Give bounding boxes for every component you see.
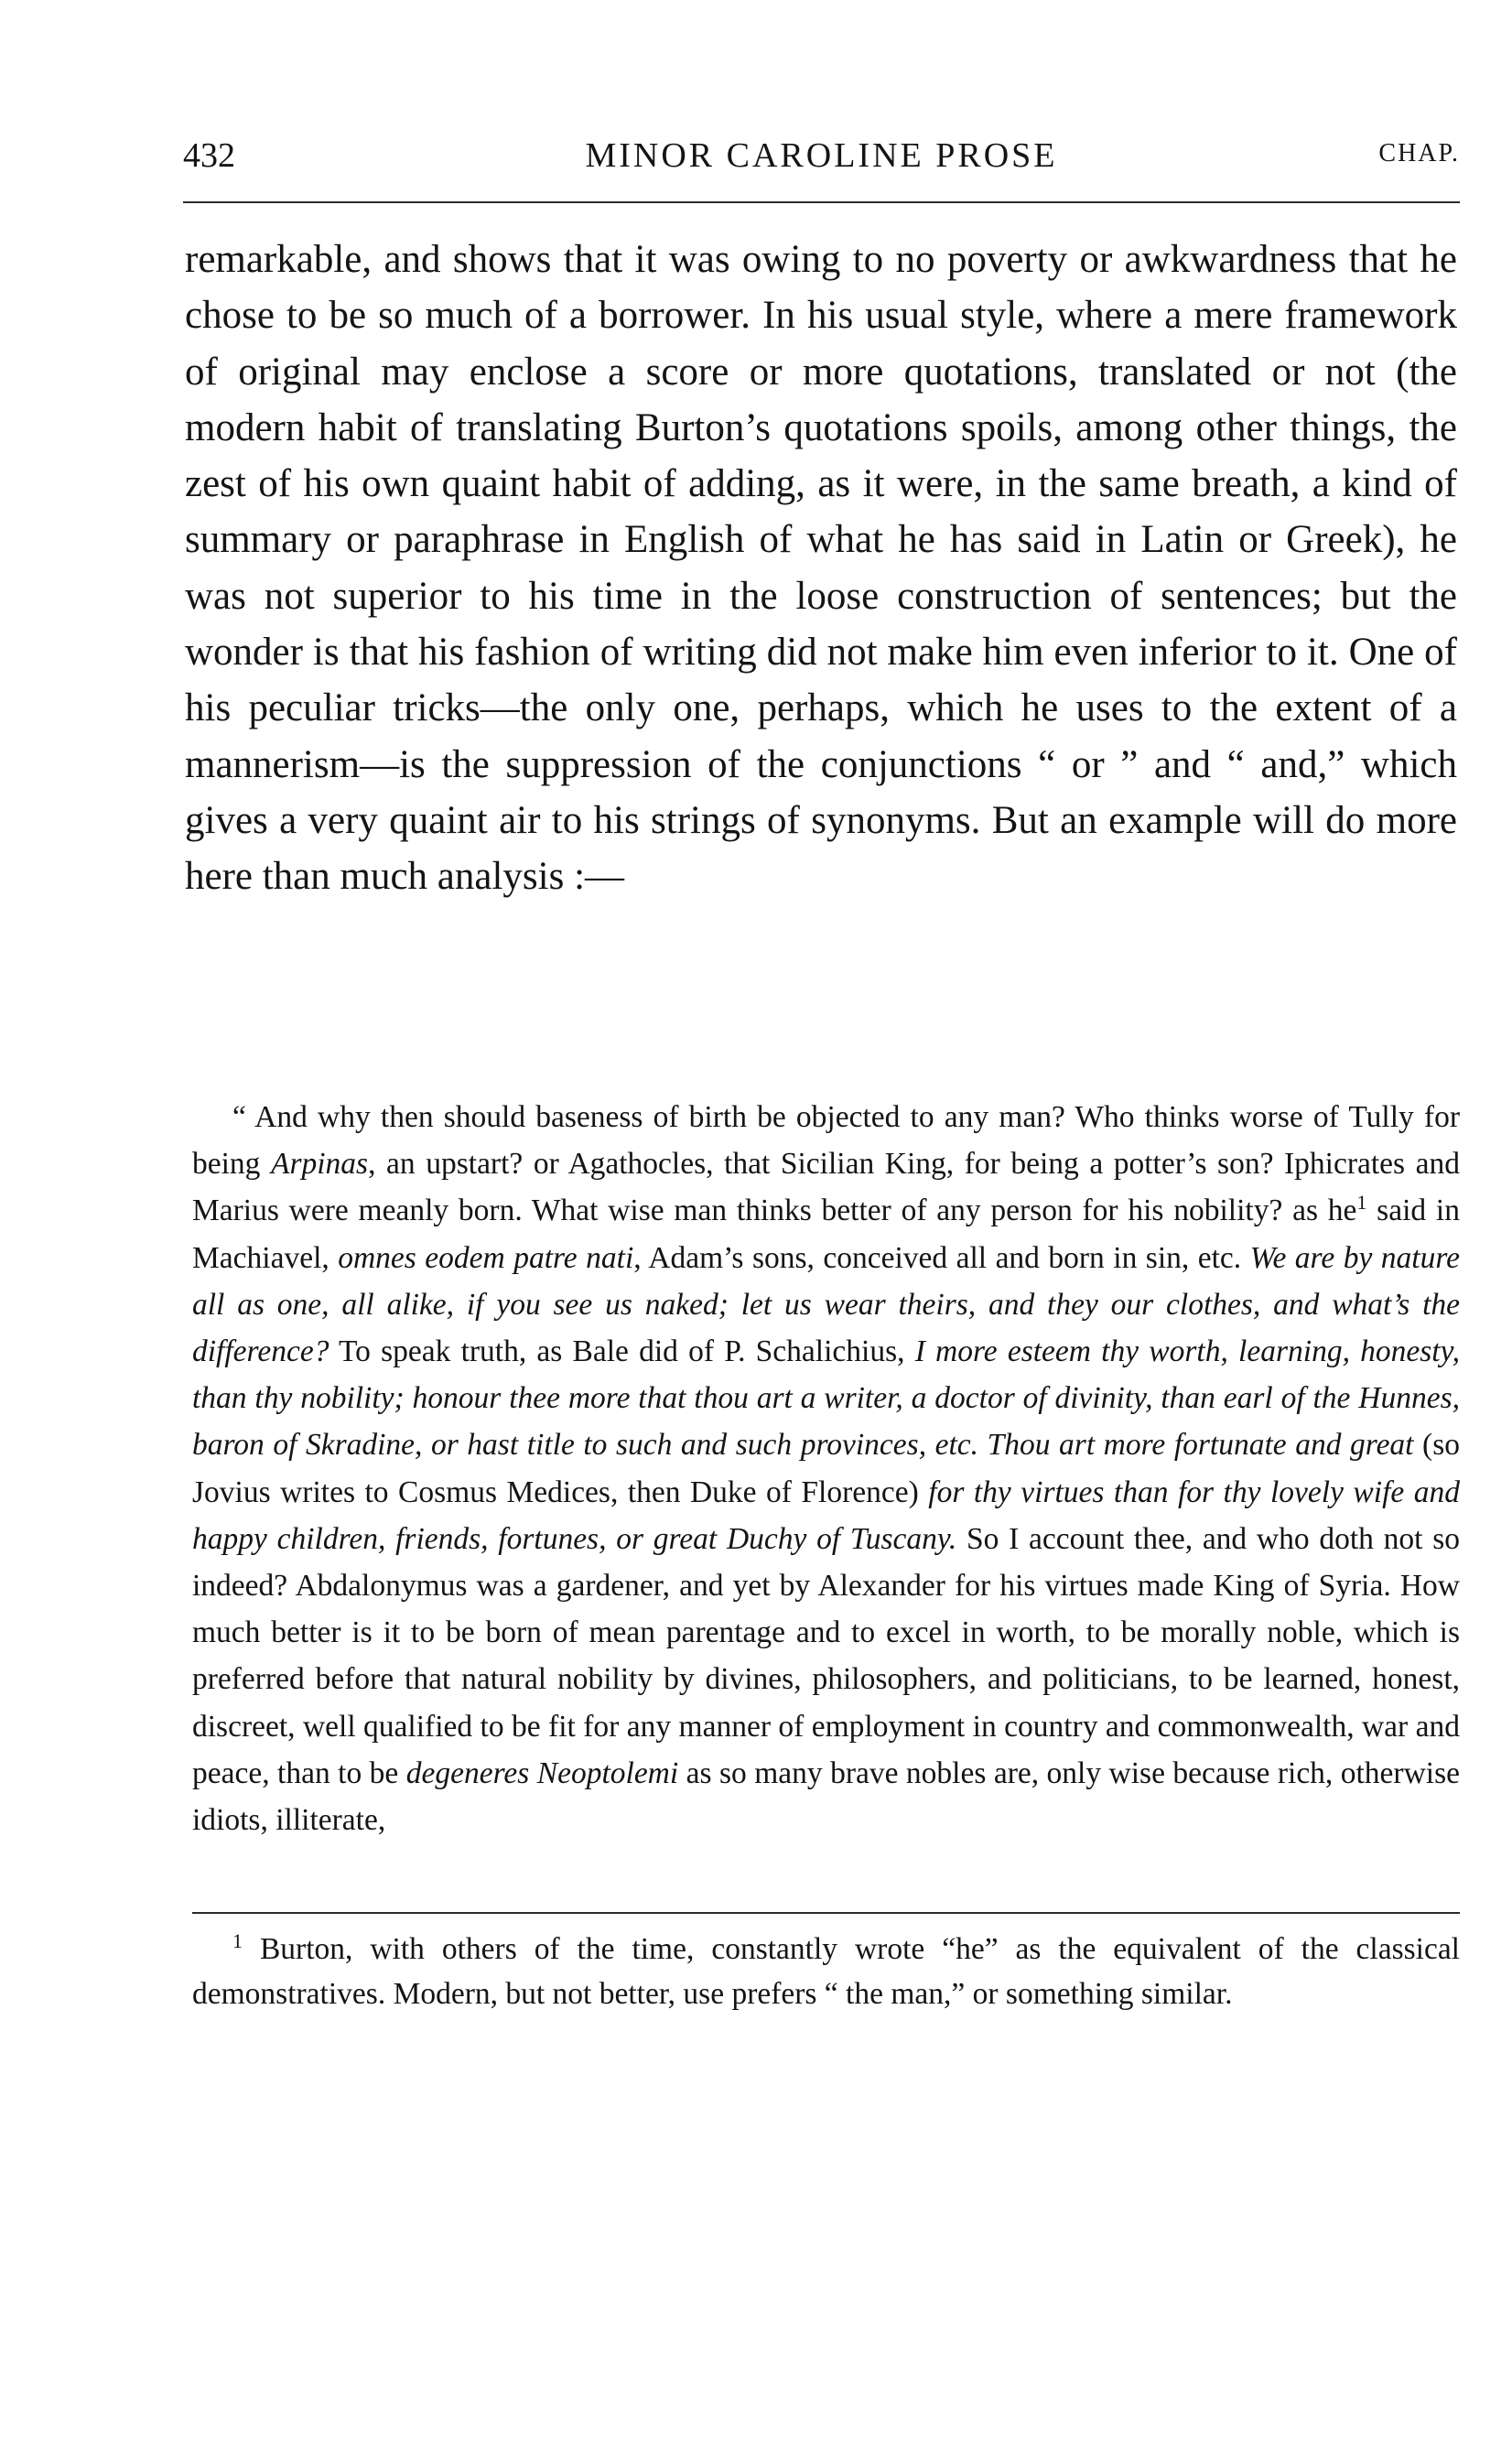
block-quote — [192, 1094, 1460, 1843]
quote-text: said in Machiavel, — [192, 1194, 1460, 1275]
footnote-reference: 1 — [1356, 1191, 1367, 1215]
quote-text: as so many brave nobles are, only wise because rich, otherwise idiots, illiterate, — [192, 1755, 1460, 1838]
footnote-marker: 1 — [232, 1928, 243, 1952]
page-number: 432 — [183, 136, 235, 175]
footnote-paragraph — [192, 1927, 1460, 2016]
quote-text: So I account thee, and who doth not so indeed? Abdalonymus was a gardener, and yet by Alexander for his virtues made King of Syria. How much better is it to be born of mean parentage and to excel in worth, to be morally noble, which is preferred before that natural nobility by divines, philosophers, and politicians, to be learned, honest, discreet, well qualified to be fit for any manner of employment in country and commonwealth, war and peace, than to be — [192, 1521, 1460, 1790]
quote-text: , Adam’s sons, conceived all and born in sin, etc. — [633, 1240, 1250, 1275]
page-header — [183, 135, 1460, 190]
body-paragraph: remarkable, and shows that it was owing to no poverty or awkwardness that he chose to be so much of a borrower. In his usual style, where a mere framework of original may enclose a score or more quotations, translated or not (the modern habit of translating Burton’s quotations spoils, among other things, the zest of his own quaint habit of adding, as it were, in the same breath, a kind of summary or paraphrase in English of what he has said in Latin or Greek), he was not superior to his time in the loose construction of sentences; but the wonder is that his fashion of writing did not make him even inferior to it. One of his peculiar tricks—the only one, perhaps, which he uses to the extent of a mannerism—is the suppression of the conjunctions “ or ” and “ and,” which gives a very quaint air to his strings of synonyms. But an example will do more here than much analysis :— — [185, 238, 1457, 899]
quote-italic: Arpinas — [271, 1147, 369, 1182]
quote-text: , an upstart? or Agathocles, that Sicilian King, for being a potter’s son? Iphicrates and Marius were meanly born. What wise man thinks better of any person for his nobility? as he — [192, 1147, 1460, 1228]
chapter-label: CHAP. — [1378, 139, 1460, 167]
quote-paragraph — [192, 1094, 1460, 1843]
quote-italic: degeneres Neoptolemi — [405, 1755, 679, 1790]
quote-italic: I more esteem thy worth, learning, honesty, than thy nobility; honour thee more that thou art a writer, a doctor of divinity, than earl of the Hunnes, baron of Skradine, or hast title to such and such provinces, etc. Thou art more fortunate and great — [192, 1334, 1461, 1463]
header-rule — [183, 201, 1460, 203]
quote-italic: omnes eodem patre nati — [338, 1240, 634, 1275]
quote-italic: We are by nature all as one, all alike, if you see us naked; let us wear theirs, and they our clothes, and what’s the difference? — [192, 1240, 1460, 1369]
footnote-text: Burton, with others of the time, constantly wrote “he” as the equivalent of the classical demonstratives. Modern, but not better, use prefers “ the man,” or something similar. — [192, 1932, 1460, 2011]
running-title: MINOR CAROLINE PROSE — [585, 136, 1058, 175]
footnote — [192, 1927, 1460, 2016]
quote-text: “ And why then should baseness of birth be objected to any man? Who thinks worse of Tully for being — [192, 1100, 1460, 1182]
quote-text: To speak truth, as Bale did of P. Schalichius, — [329, 1334, 915, 1369]
quote-text: (so Jovius writes to Cosmus Medices, then Duke of Florence) — [192, 1428, 1460, 1509]
footnote-rule — [192, 1912, 1460, 1914]
quote-italic: for thy virtues than for thy lovely wife and happy children, friends, fortunes, or great Duchy of Tuscany. — [192, 1475, 1460, 1556]
